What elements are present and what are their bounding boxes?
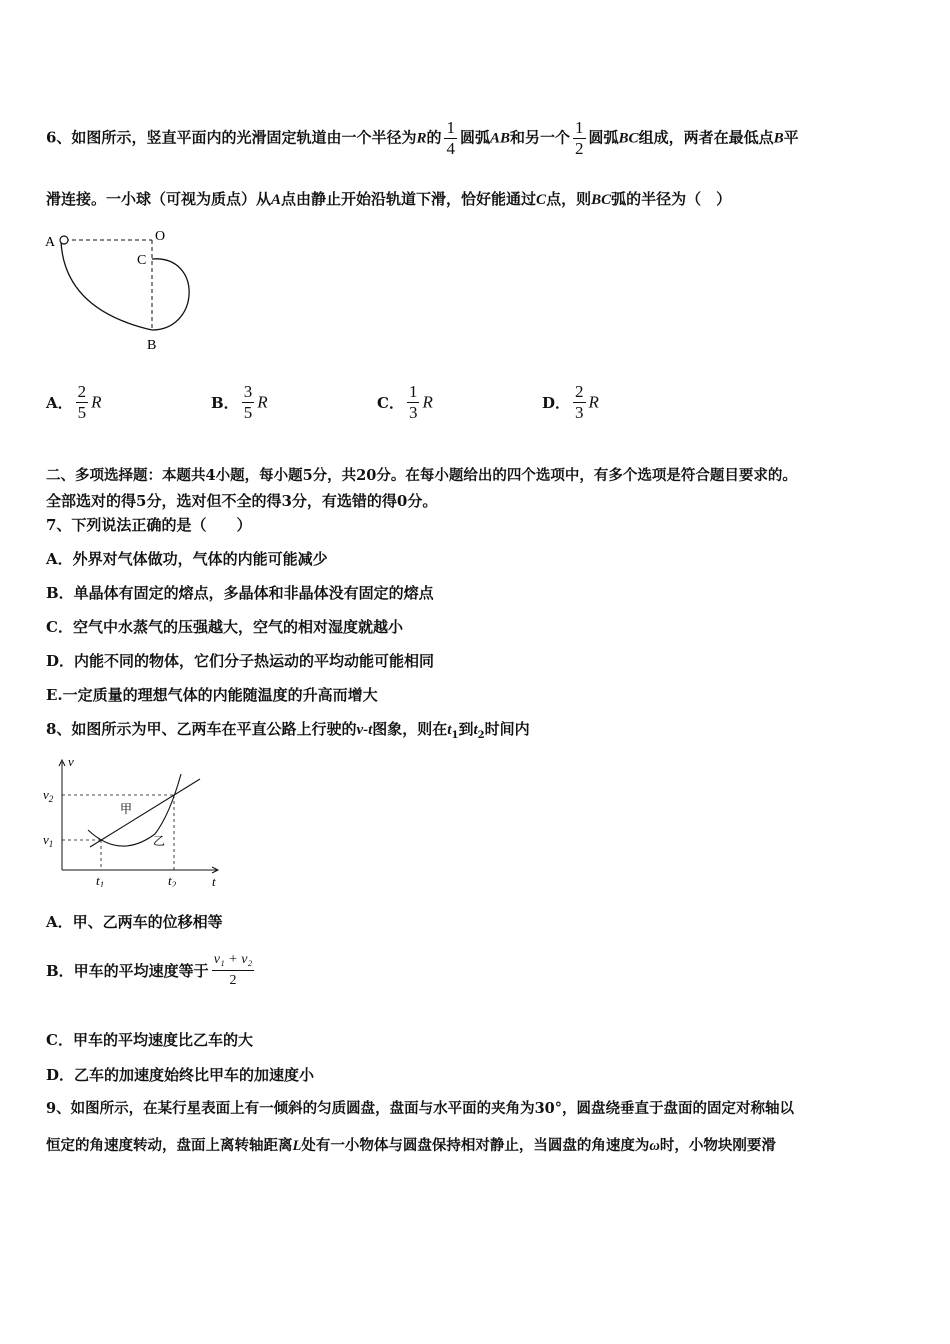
q8-t1: t (447, 722, 452, 738)
q6-option-d[interactable] (542, 382, 599, 423)
fraction-denominator: 4 (446, 139, 455, 158)
q6-var-AB: AB (490, 130, 511, 147)
curve-yi (88, 774, 181, 846)
fraction-numerator: 1 (408, 382, 418, 401)
option-label: C． (377, 394, 404, 412)
q6-text: 平 (783, 128, 799, 147)
q7-option-a[interactable]: A．外界对气体做功，气体的内能可能减少 (46, 550, 328, 568)
q6-text: 组成，两者在最低点 (638, 128, 774, 147)
q8-t1-sub: 1 (451, 730, 459, 741)
q6-var-BC2: BC (591, 192, 612, 208)
q9-line-2 (46, 1137, 776, 1155)
label-v2: $v_2$ (43, 787, 54, 804)
q6-option-c[interactable] (377, 382, 433, 423)
q6-text: 滑连接。一小球（可视为质点）从 (46, 190, 272, 208)
label-jia: 甲 (120, 802, 133, 816)
ball (60, 236, 68, 244)
q6-text: 点，则 (546, 190, 592, 208)
q7-option-e[interactable]: E.一定质量的理想气体的内能随温度的升高而增大 (46, 686, 378, 704)
q7-option-c[interactable]: C．空气中水蒸气的压强越大，空气的相对湿度就越小 (46, 618, 403, 636)
q6-line-2 (46, 190, 731, 209)
q6-text: 的 (426, 128, 442, 147)
option-var: R (257, 392, 268, 412)
option-fraction (76, 382, 89, 423)
q6-option-b[interactable] (211, 382, 268, 423)
label-v1: $v_1$ (43, 832, 54, 849)
fraction-denominator: 5 (243, 403, 253, 422)
fraction-numerator: 1 (575, 118, 584, 137)
q9-var-L: L (292, 1138, 302, 1154)
q9-text: 恒定的角速度转动，盘面上离转轴距离 (46, 1137, 293, 1154)
option-label: B． (211, 394, 239, 412)
q8-t2-sub: 2 (477, 730, 485, 741)
q6-text: 弧的半径为（ ） (611, 190, 732, 208)
q9-text: 时，小物块刚要滑 (659, 1137, 776, 1154)
fraction-denominator: 2 (212, 970, 255, 991)
fraction-numerator: 2 (575, 382, 584, 401)
q8-text: 到 (458, 720, 474, 738)
q6-line-1 (46, 118, 799, 159)
q8-option-d[interactable]: D．乙车的加速度始终比甲车的加速度小 (46, 1066, 315, 1084)
option-var: R (422, 392, 433, 412)
q8-option-a[interactable]: A．甲、乙两车的位移相等 (46, 913, 223, 931)
fraction-numerator: v₁ + v₂ (213, 952, 253, 967)
q6-var-BC: BC (618, 130, 639, 147)
q6-var-R: R (416, 130, 427, 147)
option-fraction (242, 382, 255, 423)
q6-text: 和另一个 (510, 128, 571, 147)
label-O: O (155, 229, 166, 244)
q6-text: 6、如图所示，竖直平面内的光滑固定轨道由一个半径为 (46, 128, 417, 147)
q9-var-omega: ω (649, 1138, 660, 1154)
label-A: A (45, 235, 56, 250)
q6-option-a[interactable] (46, 382, 102, 423)
line-jia (90, 779, 200, 847)
q7-option-b[interactable]: B．单晶体有固定的熔点，多晶体和非晶体没有固定的熔点 (46, 584, 434, 602)
label-t2: $t_2$ (168, 873, 177, 887)
fraction-numerator: 2 (77, 382, 87, 401)
q6-var-C: C (536, 192, 547, 208)
option-label: A． (46, 394, 73, 412)
q6-var-A: A (271, 192, 282, 208)
label-B: B (147, 338, 157, 353)
fraction-numerator: 1 (446, 118, 455, 137)
fraction-denominator: 3 (408, 403, 418, 422)
q6-fraction-half (573, 118, 586, 159)
label-v-axis: v (68, 754, 74, 769)
fraction-denominator: 3 (575, 403, 584, 422)
label-t1: $t_1$ (96, 873, 105, 887)
section2-instructions-2: 全部选对的得5分，选对但不全的得3分，有选错的得0分。 (46, 492, 438, 510)
avg-velocity-fraction (212, 950, 255, 991)
option-label: D． (542, 394, 571, 412)
q9-text: 处有一小物体与圆盘保持相对静止，当圆盘的角速度为 (301, 1137, 650, 1154)
label-C: C (137, 253, 147, 268)
option-var: R (588, 392, 599, 412)
label-t-axis: t (212, 874, 216, 887)
option-fraction (573, 382, 586, 423)
q8-text: 图象，则在 (372, 720, 448, 738)
q8-option-c[interactable]: C．甲车的平均速度比乙车的大 (46, 1031, 253, 1049)
option-text: B．甲车的平均速度等于 (46, 961, 209, 980)
q9-line-1: 9、如图所示，在某行星表面上有一倾斜的匀质圆盘，盘面与水平面的夹角为30°，圆盘绕垂直于盘面的固定对称轴以 (46, 1100, 795, 1117)
fraction-numerator: 3 (243, 382, 253, 401)
fraction-denominator: 5 (77, 403, 87, 422)
q8-stem (46, 720, 530, 745)
q8-t2: t (473, 722, 478, 738)
q8-vt: v-t (356, 722, 373, 738)
q8-text: 8、如图所示为甲、乙两车在平直公路上行驶的 (46, 720, 357, 738)
option-fraction (407, 382, 420, 423)
q6-fraction-quarter (444, 118, 457, 159)
q7-option-d[interactable]: D．内能不同的物体，它们分子热运动的平均动能可能相同 (46, 652, 435, 670)
option-var: R (91, 392, 102, 412)
fraction-denominator: 2 (575, 139, 584, 158)
q6-text: 圆弧 (588, 128, 619, 147)
q6-text: 圆弧 (459, 128, 490, 147)
q6-var-B: B (773, 130, 784, 147)
section2-instructions-1: 二、多项选择题：本题共4小题，每小题5分，共20分。在每小题给出的四个选项中，有多个选项是符合题目要求的。 (46, 467, 797, 484)
q8-text: 时间内 (484, 720, 530, 738)
label-yi: 乙 (153, 834, 166, 848)
q6-track-figure (40, 225, 210, 360)
q8-option-b[interactable] (46, 950, 257, 991)
arc-BC (152, 259, 189, 330)
q7-stem: 7、下列说法正确的是（ ） (46, 516, 252, 534)
q6-text: 点由静止开始沿轨道下滑，恰好能通过 (281, 190, 537, 208)
q8-vt-graph (40, 752, 230, 887)
